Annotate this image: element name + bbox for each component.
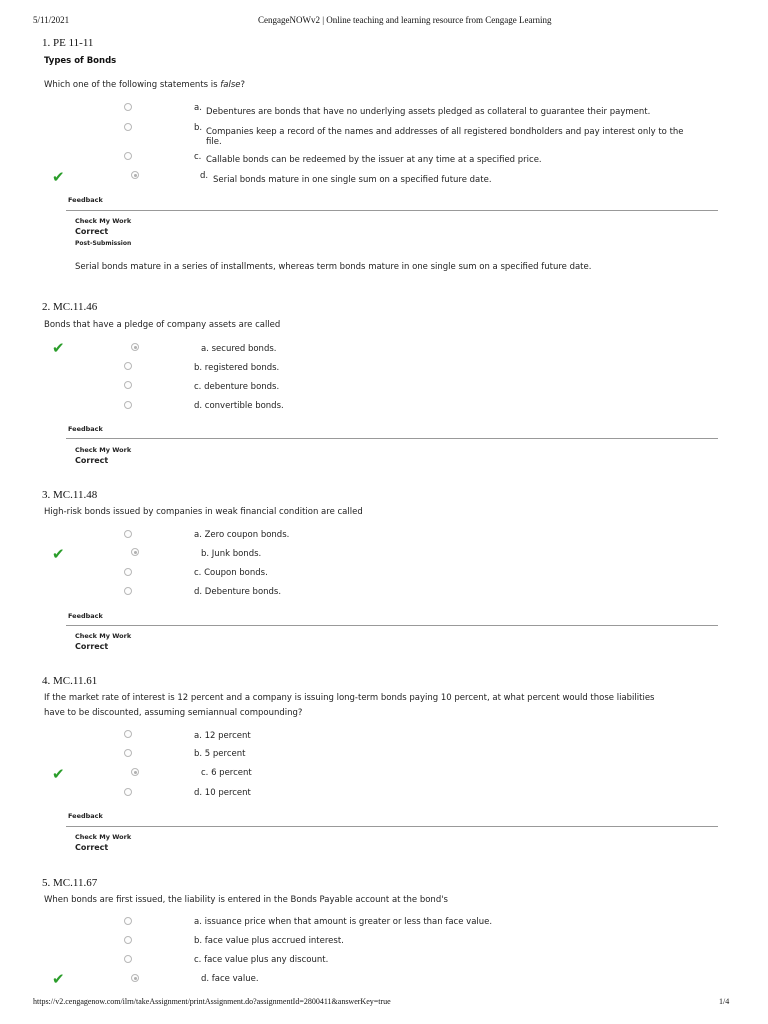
option-a-radio[interactable]: [124, 917, 132, 925]
option-c-text: c. face value plus any discount.: [194, 955, 329, 965]
option-letter: b.: [194, 123, 203, 133]
option-a-radio[interactable]: [124, 530, 132, 538]
option-a-text: a. Zero coupon bonds.: [194, 530, 290, 540]
correct-check-icon: ✔: [52, 339, 65, 357]
option-c-radio[interactable]: [124, 152, 132, 160]
option-c-radio[interactable]: [124, 568, 132, 576]
question-text: Which one of the following statements is false?: [44, 80, 246, 90]
correct-check-icon: ✔: [52, 545, 65, 563]
option-b-radio[interactable]: [124, 936, 132, 944]
option-letter: c.: [194, 152, 202, 162]
option-c-radio[interactable]: [124, 381, 132, 389]
option-b-radio[interactable]: [124, 123, 132, 131]
option-d-radio[interactable]: [124, 587, 132, 595]
page-number: 1/4: [719, 997, 730, 1006]
option-b-radio[interactable]: [131, 548, 139, 556]
option-b-text: b. 5 percent: [194, 749, 246, 759]
question-topic: Types of Bonds: [44, 56, 117, 66]
option-a-text: a. secured bonds.: [201, 344, 277, 354]
option-b-text: b. face value plus accrued interest.: [194, 936, 344, 946]
option-b-radio[interactable]: [124, 749, 132, 757]
question-title: 5. MC.11.67: [42, 877, 98, 889]
check-my-work-label: Check My Work: [75, 446, 132, 454]
print-date: 5/11/2021: [33, 15, 70, 25]
option-c-text: c. debenture bonds.: [194, 382, 280, 392]
option-d-text: d. face value.: [201, 974, 259, 984]
option-a-radio[interactable]: [131, 343, 139, 351]
feedback-label: Feedback: [68, 196, 103, 204]
question-text-line-2: have to be discounted, assuming semiannual compounding?: [44, 708, 303, 718]
correct-check-icon: ✔: [52, 765, 65, 783]
option-a-radio[interactable]: [124, 730, 132, 738]
question-title: 1. PE 11-11: [42, 37, 94, 49]
option-d-text: Serial bonds mature in one single sum on a specified future date.: [213, 175, 492, 185]
correct-label: Correct: [75, 843, 109, 852]
question-text: High-risk bonds issued by companies in weak financial condition are called: [44, 507, 363, 517]
question-title: 3. MC.11.48: [42, 489, 98, 501]
option-letter: d.: [200, 171, 209, 181]
option-b-text: b. Junk bonds.: [201, 549, 262, 559]
divider: [66, 625, 718, 626]
option-d-text: d. convertible bonds.: [194, 401, 284, 411]
correct-label: Correct: [75, 642, 109, 651]
option-d-radio[interactable]: [131, 171, 139, 179]
question-text: Bonds that have a pledge of company assets are called: [44, 320, 281, 330]
option-c-radio[interactable]: [131, 768, 139, 776]
question-text-line-1: If the market rate of interest is 12 percent and a company is issuing long-term bonds paying 10 percent, at what percent would those liabilities: [44, 693, 655, 703]
feedback-label: Feedback: [68, 612, 103, 620]
correct-label: Correct: [75, 456, 109, 465]
page-title: CengageNOWv2 | Online teaching and learning resource from Cengage Learning: [258, 15, 552, 25]
option-a-text: a. issuance price when that amount is greater or less than face value.: [194, 917, 493, 927]
emphasis-false: false: [220, 80, 241, 90]
option-a-text: a. 12 percent: [194, 731, 251, 741]
feedback-label: Feedback: [68, 812, 103, 820]
post-submission-label: Post-Submission: [75, 240, 132, 247]
option-b-text-continued: file.: [206, 137, 222, 147]
option-c-text: c. Coupon bonds.: [194, 568, 268, 578]
option-a-text: Debentures are bonds that have no underlying assets pledged as collateral to guarantee their payment.: [206, 107, 651, 117]
check-my-work-label: Check My Work: [75, 833, 132, 841]
option-d-text: d. 10 percent: [194, 788, 251, 798]
option-c-text: c. 6 percent: [201, 768, 252, 778]
option-c-radio[interactable]: [124, 955, 132, 963]
correct-check-icon: ✔: [52, 168, 65, 186]
check-my-work-label: Check My Work: [75, 217, 132, 225]
divider: [66, 438, 718, 439]
option-d-radio[interactable]: [124, 788, 132, 796]
divider: [66, 826, 718, 827]
correct-check-icon: ✔: [52, 970, 65, 988]
option-letter: a.: [194, 103, 202, 113]
option-b-text: Companies keep a record of the names and addresses of all registered bondholders and pay interest only to the: [206, 127, 684, 137]
option-c-text: Callable bonds can be redeemed by the issuer at any time at a specified price.: [206, 155, 542, 165]
feedback-label: Feedback: [68, 425, 103, 433]
check-my-work-label: Check My Work: [75, 632, 132, 640]
correct-label: Correct: [75, 227, 109, 236]
footer-url: https://v2.cengagenow.com/ilrn/takeAssignment/printAssignment.do?assignmentId=2800411&answerKey=true: [33, 997, 391, 1006]
option-d-radio[interactable]: [124, 401, 132, 409]
explanation-text: Serial bonds mature in a series of installments, whereas term bonds mature in one single sum on a specified future date.: [75, 262, 592, 272]
option-b-text: b. registered bonds.: [194, 363, 280, 373]
option-d-text: d. Debenture bonds.: [194, 587, 282, 597]
option-b-radio[interactable]: [124, 362, 132, 370]
question-title: 4. MC.11.61: [42, 675, 98, 687]
option-a-radio[interactable]: [124, 103, 132, 111]
divider: [66, 210, 718, 211]
option-d-radio[interactable]: [131, 974, 139, 982]
question-title: 2. MC.11.46: [42, 301, 98, 313]
question-text: When bonds are first issued, the liability is entered in the Bonds Payable account at the bond's: [44, 895, 448, 905]
